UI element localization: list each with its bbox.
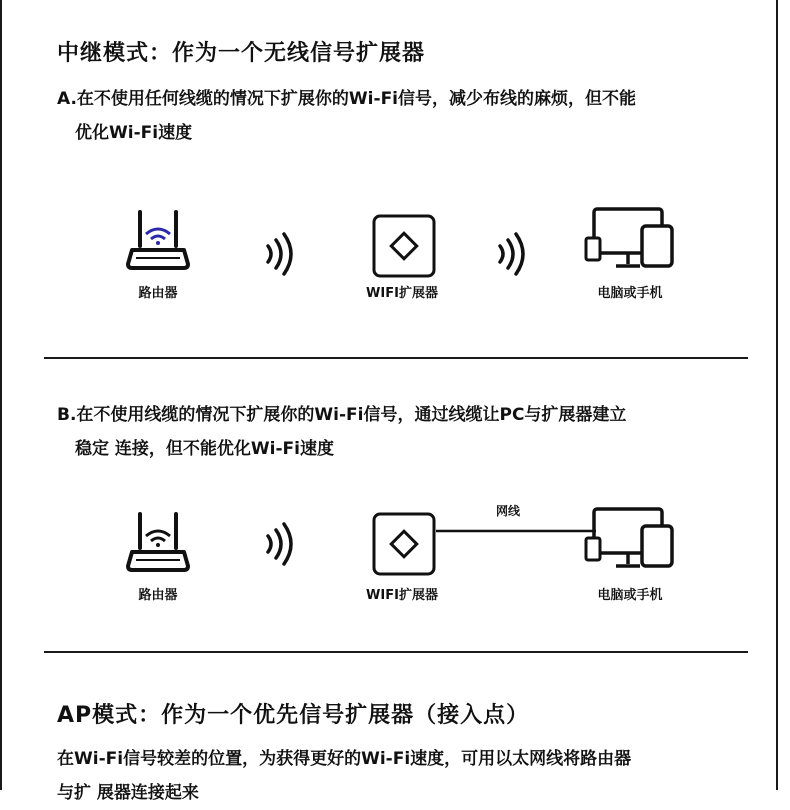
- section-b-description: [57, 398, 737, 466]
- monitor-phone-icon: [584, 206, 676, 272]
- section-b-line1: B.在不使用线缆的情况下扩展你的Wi-Fi信号，通过线缆让PC与扩展器建立: [57, 405, 627, 425]
- wifi-wave-icon: [496, 232, 528, 276]
- ap-mode-title: AP模式：作为一个优先信号扩展器（接入点）: [57, 703, 530, 728]
- router-label: 路由器: [138, 286, 178, 301]
- wifi-wave-icon: [264, 232, 296, 276]
- router-icon: [124, 206, 194, 274]
- ap-mode-line2: 与扩 展器连接起来: [57, 783, 199, 803]
- section-divider: [44, 357, 748, 359]
- repeater-mode-title: 中继模式：作为一个无线信号扩展器: [57, 41, 426, 66]
- section-a-description: [57, 82, 737, 150]
- monitor-phone-icon: [584, 506, 676, 572]
- extender-icon: [372, 512, 436, 576]
- section-a-line1: A.在不使用任何线缆的情况下扩展你的Wi-Fi信号，减少布线的麻烦，但不能: [57, 89, 637, 109]
- router-label: 路由器: [138, 588, 178, 603]
- right-border: [776, 0, 778, 790]
- device-label: 电脑或手机: [597, 588, 663, 603]
- extender-label: WIFI扩展器: [366, 588, 438, 603]
- section-b-line2: 稳定 连接，但不能优化Wi-Fi速度: [75, 439, 334, 459]
- router-icon: [124, 508, 194, 576]
- ap-mode-line1: 在Wi-Fi信号较差的位置，为获得更好的Wi-Fi速度，可用以太网线将路由器: [57, 749, 632, 769]
- extender-label: WIFI扩展器: [366, 286, 438, 301]
- device-label: 电脑或手机: [597, 286, 663, 301]
- wifi-wave-icon: [264, 522, 296, 566]
- section-a-line2: 优化Wi-Fi速度: [75, 123, 193, 143]
- left-border: [0, 0, 2, 790]
- section-divider: [44, 651, 748, 653]
- ethernet-cable-line: [436, 528, 596, 534]
- cable-label: 网线: [496, 504, 521, 518]
- ap-mode-description: [57, 742, 737, 810]
- extender-icon: [372, 214, 436, 278]
